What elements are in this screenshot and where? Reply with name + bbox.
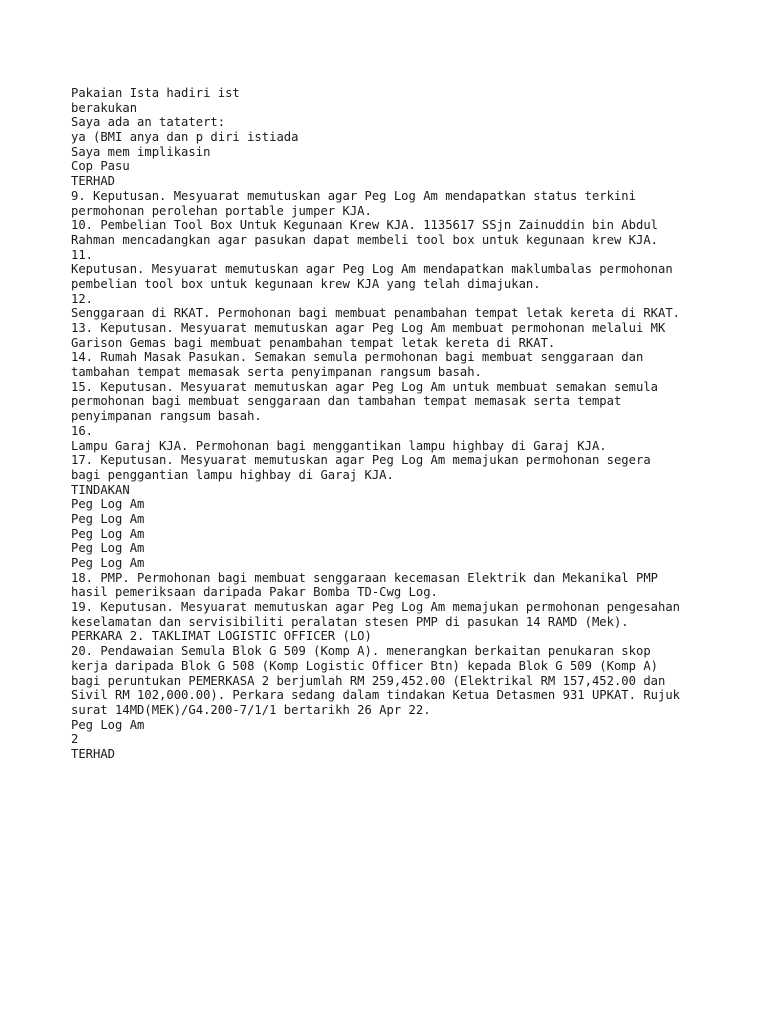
item-12-number: 12. bbox=[71, 291, 94, 306]
text-line: Saya mem implikasin bbox=[71, 144, 211, 159]
text-line: Cop Pasu bbox=[71, 159, 130, 174]
classification-marking: TERHAD bbox=[71, 174, 116, 189]
item-15-line: penyimpanan rangsum basah. bbox=[71, 409, 262, 424]
action-owner: Peg Log Am bbox=[71, 541, 145, 556]
action-owner: Peg Log Am bbox=[71, 511, 145, 526]
item-9-line: 9. Keputusan. Mesyuarat memutuskan agar Peg Log Am mendapatkan status terkini bbox=[71, 188, 636, 203]
item-20-line: kerja daripada Blok G 508 (Komp Logistic Officer Btn) kepada Blok G 509 (Komp A) bbox=[71, 658, 658, 673]
item-10-line: Rahman mencadangkan agar pasukan dapat membeli tool box untuk kegunaan krew KJA. bbox=[71, 232, 658, 247]
item-16-line: Lampu Garaj KJA. Permohonan bagi menggantikan lampu highbay di Garaj KJA. bbox=[71, 438, 607, 453]
action-owner: Peg Log Am bbox=[71, 497, 145, 512]
action-heading: TINDAKAN bbox=[71, 482, 130, 497]
item-14-line: 14. Rumah Masak Pasukan. Semakan semula permohonan bagi membuat senggaraan dan bbox=[71, 350, 644, 365]
text-line: Pakaian Ista hadiri ist bbox=[71, 86, 240, 100]
item-19-line: 19. Keputusan. Mesyuarat memutuskan agar Peg Log Am memajukan permohonan pengesahan bbox=[71, 600, 681, 615]
item-13-line: Garison Gemas bagi membuat penambahan tempat letak kereta di RKAT. bbox=[71, 335, 556, 350]
item-20-line: 20. Pendawaian Semula Blok G 509 (Komp A). menerangkan berkaitan penukaran skop bbox=[71, 644, 651, 659]
action-owner: Peg Log Am bbox=[71, 556, 145, 570]
item-18-line: hasil pemeriksaan daripada Pakar Bomba TD-Cwg Log. bbox=[71, 585, 438, 600]
action-owner: Peg Log Am bbox=[71, 526, 145, 541]
text-line: berakukan bbox=[71, 100, 138, 115]
item-17-line: bagi penggantian lampu highbay di Garaj KJA. bbox=[71, 467, 394, 482]
item-11-number: 11. bbox=[71, 247, 94, 262]
item-16-number: 16. bbox=[71, 423, 94, 438]
item-19-line: keselamatan dan servisibiliti peralatan stesen PMP di pasukan 14 RAMD (Mek). bbox=[71, 614, 629, 629]
text-line: ya (BMI anya dan p diri istiada bbox=[71, 130, 299, 145]
item-18-line: 18. PMP. Permohonan bagi membuat senggaraan kecemasan Elektrik dan Mekanikal PMP bbox=[71, 570, 658, 585]
text-line: Saya ada an tatatert: bbox=[71, 115, 226, 130]
document-page bbox=[71, 86, 751, 762]
item-20-line: surat 14MD(MEK)/G4.200-7/1/1 bertarikh 26 Apr 22. bbox=[71, 702, 431, 717]
item-9-line: permohonan perolehan portable jumper KJA. bbox=[71, 203, 372, 218]
item-12-line: Senggaraan di RKAT. Permohonan bagi membuat penambahan tempat letak kereta di RKAT. bbox=[71, 306, 681, 321]
section-heading: PERKARA 2. TAKLIMAT LOGISTIC OFFICER (LO) bbox=[71, 629, 372, 644]
classification-marking: TERHAD bbox=[71, 746, 116, 761]
item-15-line: 15. Keputusan. Mesyuarat memutuskan agar Peg Log Am untuk membuat semakan semula bbox=[71, 379, 658, 394]
item-10-line: 10. Pembelian Tool Box Untuk Kegunaan Krew KJA. 1135617 SSjn Zainuddin bin Abdul bbox=[71, 218, 658, 233]
action-owner: Peg Log Am bbox=[71, 717, 145, 732]
item-11-line: Keputusan. Mesyuarat memutuskan agar Peg Log Am mendapatkan maklumbalas permohonan bbox=[71, 262, 673, 277]
item-20-line: Sivil RM 102,000.00). Perkara sedang dalam tindakan Ketua Detasmen 931 UPKAT. Rujuk bbox=[71, 688, 681, 703]
item-17-line: 17. Keputusan. Mesyuarat memutuskan agar Peg Log Am memajukan permohonan segera bbox=[71, 453, 651, 468]
item-20-line: bagi peruntukan PEMERKASA 2 berjumlah RM 259,452.00 (Elektrikal RM 157,452.00 dan bbox=[71, 673, 666, 688]
item-14-line: tambahan tempat memasak serta penyimpanan rangsum basah. bbox=[71, 365, 482, 380]
item-13-line: 13. Keputusan. Mesyuarat memutuskan agar Peg Log Am membuat permohonan melalui MK bbox=[71, 321, 666, 335]
page-number: 2 bbox=[71, 732, 79, 747]
item-15-line: permohonan bagi membuat senggaraan dan tambahan tempat memasak serta tempat bbox=[71, 394, 622, 409]
item-11-line: pembelian tool box untuk kegunaan krew KJA yang telah dimajukan. bbox=[71, 276, 541, 291]
